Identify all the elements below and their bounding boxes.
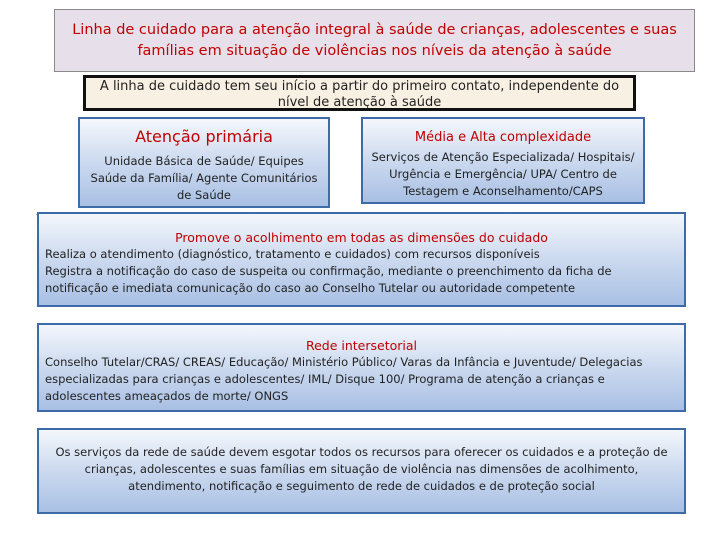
- promote-title: Promove o acolhimento em todas as dimensões do cuidado: [175, 230, 548, 245]
- intersectoral-network-title: Rede intersetorial: [305, 338, 418, 353]
- high-complexity-text: Serviços de Atenção Especializada/ Hospitais/ Urgência e Emergência/ UPA/ Centro de Testagem e Aconselhamento/CAPS: [371, 150, 635, 198]
- health-services-box: [37, 428, 686, 514]
- promote-line: Realiza o atendimento (diagnóstico, tratamento e cuidados) com recursos disponíveis: [45, 247, 540, 261]
- diagram-title: [54, 9, 695, 72]
- start-box: [83, 75, 636, 111]
- diagram-title-text: Linha de cuidado para a atenção integral à saúde de crianças, adolescentes e suas famílias em situação de violências nos níveis da atenção à saúde: [72, 22, 677, 59]
- promote-box: [37, 212, 686, 307]
- high-complexity-title: Média e Alta complexidade: [414, 130, 592, 145]
- high-complexity-box: [361, 117, 645, 204]
- start-text: A linha de cuidado tem seu início a partir do primeiro contato, independente do nível de atenção à saúde: [99, 79, 620, 110]
- intersectoral-network-text: Conselho Tutelar/CRAS/ CREAS/ Educação/ Ministério Público/ Varas da Infância e Juventude/ Delegacias especializadas para crianças e adolescentes/ IML/ Disque 100/ Programa de atenção a crianças e adolescentes ameaçados de morte/ ONGS: [45, 355, 643, 403]
- promote-line: Registra a notificação do caso de suspeita ou confirmação, mediante o preenchimento da ficha de notificação e imediata comunicação do caso ao Conselho Tutelar ou autoridade competente: [45, 264, 612, 295]
- primary-care-box: [78, 117, 330, 208]
- primary-care-title: Atenção primária: [135, 127, 273, 146]
- intersectoral-network-box: [37, 323, 686, 412]
- health-services-text: Os serviços da rede de saúde devem esgotar todos os recursos para oferecer os cuidados e a proteção de crianças, adolescentes e suas famílias em situação de violência nas dimensões de acolhimento, atendimento, notificação e seguimento de rede de cuidados e de proteção social: [55, 445, 668, 493]
- primary-care-text: Unidade Básica de Saúde/ Equipes Saúde da Família/ Agente Comunitários de Saúde: [90, 154, 318, 202]
